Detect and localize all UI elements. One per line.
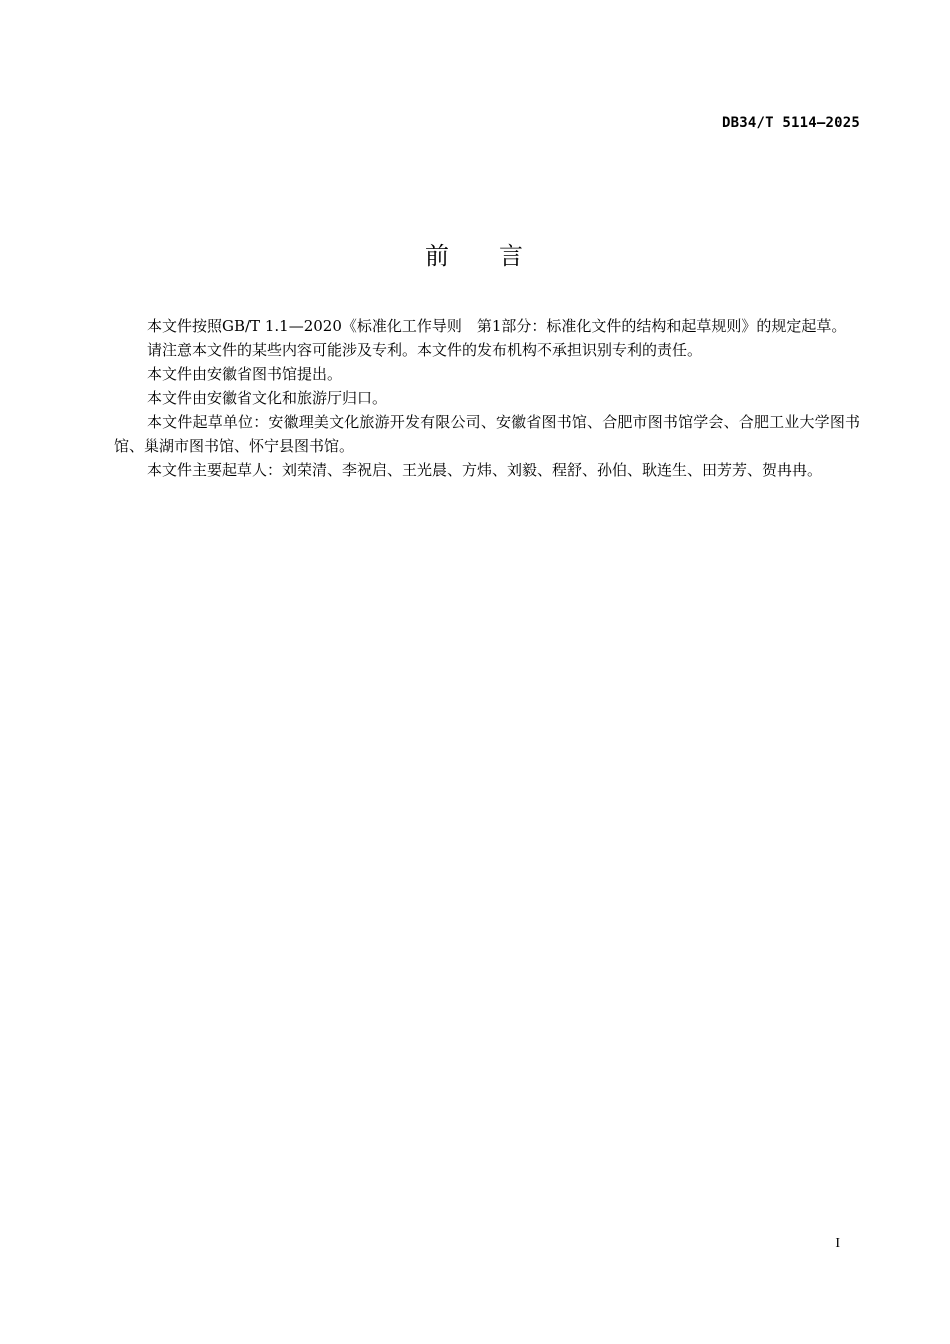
page-title [0,236,950,271]
paragraph-administrator: 本文件由安徽省文化和旅游厅归口。 [147,389,388,407]
paragraph-drafters: 本文件主要起草人：刘荣清、李祝启、王光晨、方炜、刘毅、程舒、孙伯、耿连生、田芳芳、贺冉冉。 [147,461,823,479]
paragraph-proposer: 本文件由安徽省图书馆提出。 [147,365,343,383]
title-char-1: 前 [425,242,451,270]
paragraph-drafting-units: 本文件起草单位：安徽理美文化旅游开发有限公司、安徽省图书馆、合肥市图书馆学会、合肥工业大学图书馆、巢湖市图书馆、怀宁县图书馆。 [114,413,860,455]
paragraph-drafting-rules: 本文件按照GB/T 1.1—2020《标准化工作导则 第1部分：标准化文件的结构和起草规则》的规定起草。 [147,317,847,335]
page-number: I [835,1236,840,1251]
paragraph-patent-notice: 请注意本文件的某些内容可能涉及专利。本文件的发布机构不承担识别专利的责任。 [147,341,703,359]
foreword-body [114,314,860,482]
title-char-2: 言 [499,242,525,270]
document-code: DB34/T 5114—2025 [721,115,860,131]
